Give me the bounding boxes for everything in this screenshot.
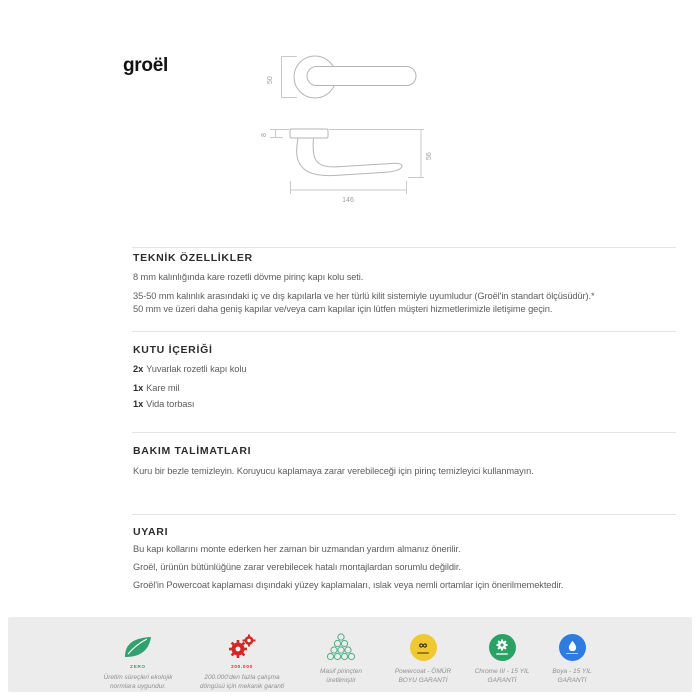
caption-line: üretilmiştir bbox=[326, 677, 356, 685]
section-heading-care: BAKIM TALİMATLARI bbox=[133, 445, 252, 457]
box-content-item bbox=[133, 364, 246, 374]
caption-line: normlara uygundur. bbox=[109, 683, 167, 691]
badge-caption bbox=[516, 667, 628, 686]
item-quantity: 2x bbox=[133, 364, 144, 374]
front-view-handle bbox=[294, 56, 416, 98]
badge-microtext bbox=[417, 652, 429, 654]
caption-line: GARANTİ bbox=[557, 677, 587, 685]
caption-line: 200.000'den fazla çalışma bbox=[204, 674, 280, 681]
technical-text-line: 50 mm ve üzeri daha geniş kapılar ve/veya cam kapılar için lütfen müşteri hizmetlerimizle iletişime geçin. bbox=[133, 304, 553, 314]
gears-icon-label: 200.000 bbox=[231, 664, 253, 669]
lever-front bbox=[307, 67, 416, 86]
caption-line: GARANTİ bbox=[487, 677, 517, 685]
leaf-icon bbox=[82, 631, 194, 663]
badge-caption bbox=[186, 673, 298, 692]
warning-text-line: Bu kapı kollarını monte ederken her zaman bir uzmandan yardım almanız önerilir. bbox=[133, 544, 461, 554]
divider bbox=[132, 247, 676, 248]
certification-footer bbox=[8, 617, 692, 692]
badge-mechanical-warranty bbox=[186, 631, 298, 692]
badge-eco bbox=[82, 631, 194, 692]
paint-badge-icon bbox=[516, 631, 628, 663]
caption-line: Boya - 15 YIL bbox=[552, 668, 592, 675]
badge-microtext bbox=[496, 653, 508, 655]
technical-drawing bbox=[0, 0, 700, 230]
infinity-symbol: ∞ bbox=[418, 638, 428, 653]
divider bbox=[132, 432, 676, 433]
side-view-handle bbox=[290, 129, 402, 176]
item-quantity: 1x bbox=[133, 399, 144, 409]
item-label: Yuvarlak rozetli kapı kolu bbox=[146, 364, 247, 374]
side-dimension-lines bbox=[270, 130, 424, 195]
item-label: Vida torbası bbox=[146, 399, 195, 409]
box-content-item bbox=[133, 383, 179, 393]
rosette-profile bbox=[290, 129, 328, 138]
divider bbox=[132, 331, 676, 332]
item-label: Kare mil bbox=[146, 383, 180, 393]
section-heading-warning: UYARI bbox=[133, 526, 169, 538]
leaf-icon-label: ZERO bbox=[130, 664, 146, 669]
badge-paint-warranty bbox=[516, 631, 628, 686]
brand-logo: groël bbox=[123, 55, 168, 76]
side-thickness-dim-label: 8 bbox=[261, 133, 268, 137]
side-height-dim-label: 56 bbox=[426, 152, 433, 160]
box-content-item bbox=[133, 399, 194, 409]
section-heading-box-contents: KUTU İÇERİĞİ bbox=[133, 344, 213, 356]
front-height-dim-label: 50 bbox=[267, 76, 274, 84]
caption-line: Powercoat - ÖMÜR bbox=[394, 668, 452, 675]
caption-line: Masif pirinçten bbox=[320, 668, 362, 675]
gears-icon bbox=[186, 631, 298, 663]
caption-line: Üretim süreçleri ekolojik bbox=[103, 674, 173, 681]
technical-text-line: 8 mm kalınlığında kare rozetli dövme pirinç kapı kolu seti. bbox=[133, 272, 364, 282]
divider bbox=[132, 514, 676, 515]
section-heading-technical: TEKNİK ÖZELLİKLER bbox=[133, 252, 253, 264]
caption-line: BOYU GARANTİ bbox=[398, 677, 448, 685]
care-text-line: Kuru bir bezle temizleyin. Koruyucu kaplamaya zarar verebileceği için pirinç temizleyici kullanmayın. bbox=[133, 466, 534, 476]
warning-text-line: Groël'in Powercoat kaplaması dışındaki yüzey kaplamaları, ıslak veya nemli ortamlar için önerilmemektedir. bbox=[133, 580, 564, 590]
caption-line: döngüsü için mekanik garanti bbox=[199, 683, 285, 691]
item-quantity: 1x bbox=[133, 383, 144, 393]
lever-profile bbox=[297, 138, 402, 176]
badge-microtext bbox=[566, 653, 578, 655]
caption-line: Chrome III - 15 YIL bbox=[474, 668, 530, 675]
side-length-dim-label: 146 bbox=[342, 197, 354, 204]
technical-text-line: 35-50 mm kalınlık arasındaki iç ve dış kapılarla ve her türlü kilit sistemiyle uyumludur (Groël'in standart ölçüsüdür).* bbox=[133, 291, 595, 301]
warning-text-line: Groël, ürünün bütünlüğüne zarar verebilecek hatalı montajlardan sorumlu değildir. bbox=[133, 562, 461, 572]
badge-caption bbox=[82, 673, 194, 692]
